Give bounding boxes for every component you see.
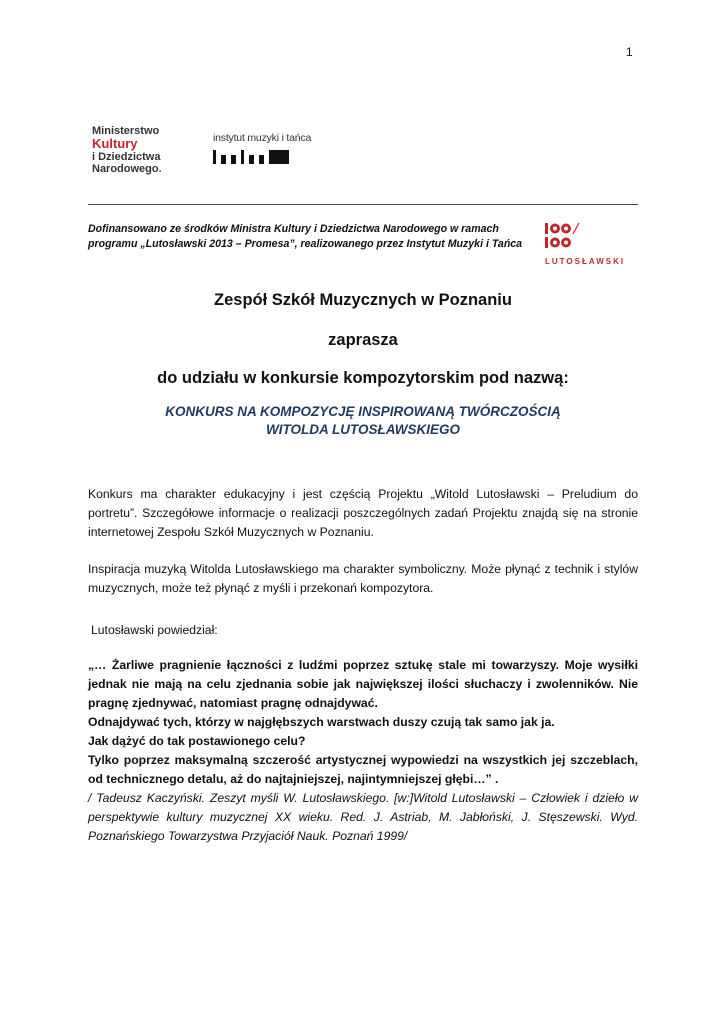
ministry-logo: Ministerstwo Kultury i Dziedzictwa Narodowego.: [92, 125, 178, 175]
lutoslawski-label: LUTOSŁAWSKI: [545, 257, 626, 266]
contest-title: [88, 403, 638, 439]
imit-logo: [213, 132, 311, 164]
page-number: 1: [626, 45, 633, 59]
quote-part3: Jak dążyć do tak postawionego celu?: [88, 734, 306, 748]
quote-citation: / Tadeusz Kaczyński. Zeszyt myśli W. Lutosławskiego. [w:]Witold Lutosławski – Człowiek i dzieło w perspektywie kultury muzycznej XX wieku. Red. J. Astriab, M. Jabłoński, J. Stęszewski. Wyd. Poznańskiego Towarzystwa Przyjaciół Nauk. Poznań 1999/: [88, 791, 638, 843]
lutoslawski-100-logo: [545, 222, 635, 266]
funding-note: Dofinansowano ze środków Ministra Kultury i Dziedzictwa Narodowego w ramach programu „Lutosławski 2013 – Promesa”, realizowanego przez Instytut Muzyki i Tańca: [88, 223, 523, 250]
imit-logo-mark: [213, 150, 311, 164]
ministry-logo-line3: i Dziedzictwa: [92, 151, 161, 163]
imit-logo-text: instytut muzyki i tańca: [213, 132, 312, 144]
paragraph-quote-intro: Lutosławski powiedział:: [91, 623, 218, 637]
paragraph-inspiration: Inspiracja muzyką Witolda Lutosławskiego ma charakter symboliczny. Może płynąć z technik i stylów muzycznych, może też płynąć z myśli i przekonań kompozytora.: [88, 562, 638, 595]
quote-part2: Odnajdywać tych, którzy w najgłębszych warstwach duszy czują tak samo jak ja.: [88, 715, 555, 729]
contest-title-line1: KONKURS NA KOMPOZYCJĘ INSPIROWANĄ TWÓRCZOŚCIĄ: [165, 404, 561, 419]
quote-part1: „… Żarliwe pragnienie łączności z ludźmi poprzez sztukę stale mi towarzyszy. Moje wysiłki jednak nie mają na celu zjednania sobie jak największej ilości słuchaczy i zwolenników. Nie pragnę zjednywać, natomiast pragnę odnajdywać.: [88, 658, 638, 710]
ministry-logo-line1: Ministerstwo: [92, 125, 160, 137]
ministry-logo-line4: Narodowego: [92, 163, 159, 175]
school-heading: Zespół Szkół Muzycznych w Poznaniu: [214, 291, 512, 309]
ministry-logo-line2: Kultury: [92, 136, 138, 151]
lutoslawski-quote: [88, 656, 638, 846]
contest-title-line2: WITOLDA LUTOSŁAWSKIEGO: [266, 422, 460, 437]
paragraph-about-contest: Konkurs ma charakter edukacyjny i jest częścią Projektu „Witold Lutosławski – Preludium do portretu”. Szczegółowe informacje o realizacji poszczególnych zadań Projektu znajdą się na stronie internetowej Zespołu Szkół Muzycznych w Poznaniu.: [88, 487, 638, 539]
invites-heading: zaprasza: [328, 331, 398, 349]
participation-heading: do udziału w konkursie kompozytorskim pod nazwą:: [157, 369, 569, 387]
quote-part4: Tylko poprzez maksymalną szczerość artystycznej wypowiedzi na wszystkich jej szczeblach, od technicznego detalu, aż do najtajniejszej, najintymniejszej głębi…” .: [88, 753, 638, 786]
hundred-mark: [545, 222, 593, 250]
header-divider: [88, 204, 638, 205]
